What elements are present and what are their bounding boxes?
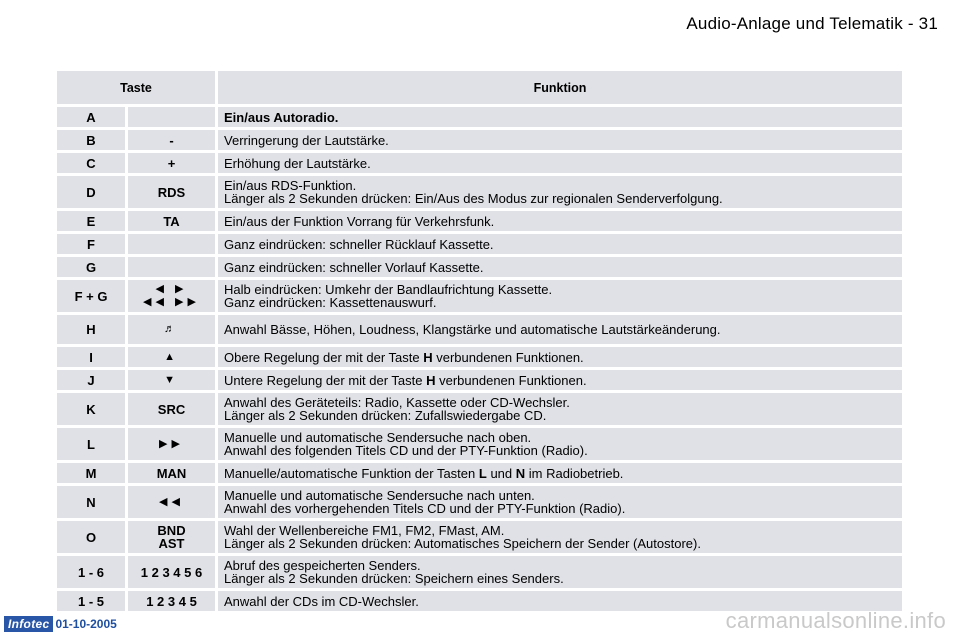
row-key: F + G	[57, 280, 125, 312]
button-symbol: TA	[163, 213, 180, 229]
row-function	[215, 153, 902, 173]
row-key: E	[57, 211, 125, 231]
function-line: Anwahl des vorhergehenden Titels CD und der PTY-Funktion (Radio).	[224, 501, 626, 516]
button-symbol: ◀ ▶	[155, 283, 188, 295]
row-key: F	[57, 234, 125, 254]
function-line: Manuelle und automatische Sendersuche nach oben.	[224, 430, 532, 445]
table-row	[57, 257, 902, 277]
row-key: D	[57, 176, 125, 208]
row-key: I	[57, 347, 125, 367]
row-key: 1 - 6	[57, 556, 125, 588]
table-row	[57, 486, 902, 518]
table-header-row	[57, 71, 902, 104]
row-symbol	[125, 130, 215, 150]
table-row	[57, 211, 902, 231]
header-taste: Taste	[57, 71, 215, 104]
row-symbol	[125, 234, 215, 254]
row-function	[215, 280, 902, 312]
function-table	[57, 68, 902, 614]
row-function	[215, 257, 902, 277]
button-symbol: MAN	[156, 465, 187, 481]
button-symbol: RDS	[157, 184, 186, 200]
table-row	[57, 370, 902, 390]
row-function	[215, 176, 902, 208]
table-row	[57, 153, 902, 173]
row-symbol	[125, 315, 215, 344]
row-symbol	[125, 153, 215, 173]
function-line: Erhöhung der Lautstärke.	[224, 155, 371, 171]
button-symbol: 1 2 3 4 5	[146, 593, 197, 609]
row-symbol	[125, 591, 215, 611]
function-line: Ganz eindrücken: Kassettenauswurf.	[224, 295, 437, 310]
button-symbol-secondary: ◀◀ ▶▶	[143, 296, 200, 308]
row-function	[215, 107, 902, 127]
page-title: Audio-Anlage und Telematik - 31	[686, 14, 938, 33]
table-row	[57, 130, 902, 150]
button-symbol-secondary: AST	[158, 536, 185, 551]
button-symbol: ♬	[164, 323, 179, 335]
row-symbol	[125, 428, 215, 460]
row-function	[215, 370, 902, 390]
row-symbol	[125, 257, 215, 277]
row-key: H	[57, 315, 125, 344]
row-symbol	[125, 280, 215, 312]
function-line: Ein/aus der Funktion Vorrang für Verkehrsfunk.	[224, 213, 495, 229]
function-line: Anwahl des folgenden Titels CD und der PTY-Funktion (Radio).	[224, 443, 588, 458]
row-symbol	[125, 393, 215, 425]
row-key: J	[57, 370, 125, 390]
row-symbol	[125, 370, 215, 390]
row-function	[215, 428, 902, 460]
row-symbol	[125, 486, 215, 518]
function-line: Ganz eindrücken: schneller Vorlauf Kassette.	[224, 259, 484, 275]
button-symbol: ▶▶	[159, 437, 184, 450]
row-key: A	[57, 107, 125, 127]
function-line: Länger als 2 Sekunden drücken: Automatisches Speichern der Sender (Autostore).	[224, 536, 701, 551]
table-row	[57, 393, 902, 425]
row-key: L	[57, 428, 125, 460]
button-symbol: ▲	[164, 350, 179, 363]
row-symbol	[125, 556, 215, 588]
function-line: Abruf des gespeicherten Senders.	[224, 558, 421, 573]
row-symbol	[125, 347, 215, 367]
button-symbol: +	[167, 155, 176, 171]
row-key: B	[57, 130, 125, 150]
table-row	[57, 556, 902, 588]
table-row	[57, 521, 902, 553]
function-line: Obere Regelung der mit der Taste H verbundenen Funktionen.	[224, 349, 584, 365]
function-line: Länger als 2 Sekunden drücken: Speichern eines Senders.	[224, 571, 564, 586]
table-row	[57, 107, 902, 127]
function-line: Länger als 2 Sekunden drücken: Ein/Aus des Modus zur regionalen Senderverfolgung.	[224, 191, 723, 206]
row-function	[215, 315, 902, 344]
button-symbol: -	[169, 132, 174, 148]
footer	[4, 616, 117, 632]
row-function	[215, 463, 902, 483]
row-function	[215, 521, 902, 553]
row-key: M	[57, 463, 125, 483]
watermark: carmanualsonline.info	[725, 608, 946, 633]
row-key: G	[57, 257, 125, 277]
row-key: N	[57, 486, 125, 518]
row-function	[215, 234, 902, 254]
row-key: O	[57, 521, 125, 553]
table-row	[57, 463, 902, 483]
row-key: K	[57, 393, 125, 425]
function-line: Anwahl der CDs im CD-Wechsler.	[224, 593, 419, 609]
function-line: Ganz eindrücken: schneller Rücklauf Kassette.	[224, 236, 494, 252]
row-function	[215, 393, 902, 425]
footer-date: 01-10-2005	[55, 617, 117, 631]
header-funktion: Funktion	[215, 71, 902, 104]
function-line: Verringerung der Lautstärke.	[224, 132, 389, 148]
function-line: Länger als 2 Sekunden drücken: Zufallswiedergabe CD.	[224, 408, 547, 423]
function-line: Anwahl Bässe, Höhen, Loudness, Klangstärke und automatische Lautstärkeänderung.	[224, 322, 721, 337]
row-symbol	[125, 176, 215, 208]
row-symbol	[125, 107, 215, 127]
row-function	[215, 211, 902, 231]
table-body	[57, 107, 902, 611]
function-line: Ein/aus RDS-Funktion.	[224, 178, 357, 193]
row-function	[215, 347, 902, 367]
infotec-logo: Infotec	[4, 616, 53, 632]
table-row	[57, 176, 902, 208]
row-function	[215, 556, 902, 588]
row-key: 1 - 5	[57, 591, 125, 611]
row-symbol	[125, 211, 215, 231]
button-symbol: ◀◀	[159, 495, 184, 508]
button-symbol: 1 2 3 4 5 6	[140, 564, 203, 580]
function-line: Untere Regelung der mit der Taste H verbundenen Funktionen.	[224, 372, 587, 388]
table-row	[57, 347, 902, 367]
function-line: Anwahl des Geräteteils: Radio, Kassette oder CD-Wechsler.	[224, 395, 570, 410]
table-row	[57, 315, 902, 344]
function-line: Ein/aus Autoradio.	[224, 109, 339, 125]
function-line: Manuelle/automatische Funktion der Tasten L und N im Radiobetrieb.	[224, 465, 624, 481]
row-function	[215, 486, 902, 518]
row-symbol	[125, 521, 215, 553]
table-row	[57, 280, 902, 312]
row-key: C	[57, 153, 125, 173]
button-symbol: SRC	[157, 401, 186, 417]
button-symbol: BND	[157, 523, 186, 538]
row-symbol	[125, 463, 215, 483]
function-line: Wahl der Wellenbereiche FM1, FM2, FMast, AM.	[224, 523, 505, 538]
table-row	[57, 428, 902, 460]
function-line: Manuelle und automatische Sendersuche nach unten.	[224, 488, 535, 503]
button-symbol: ▼	[164, 373, 179, 386]
function-line: Halb eindrücken: Umkehr der Bandlaufrichtung Kassette.	[224, 282, 553, 297]
table-row	[57, 234, 902, 254]
row-function	[215, 130, 902, 150]
